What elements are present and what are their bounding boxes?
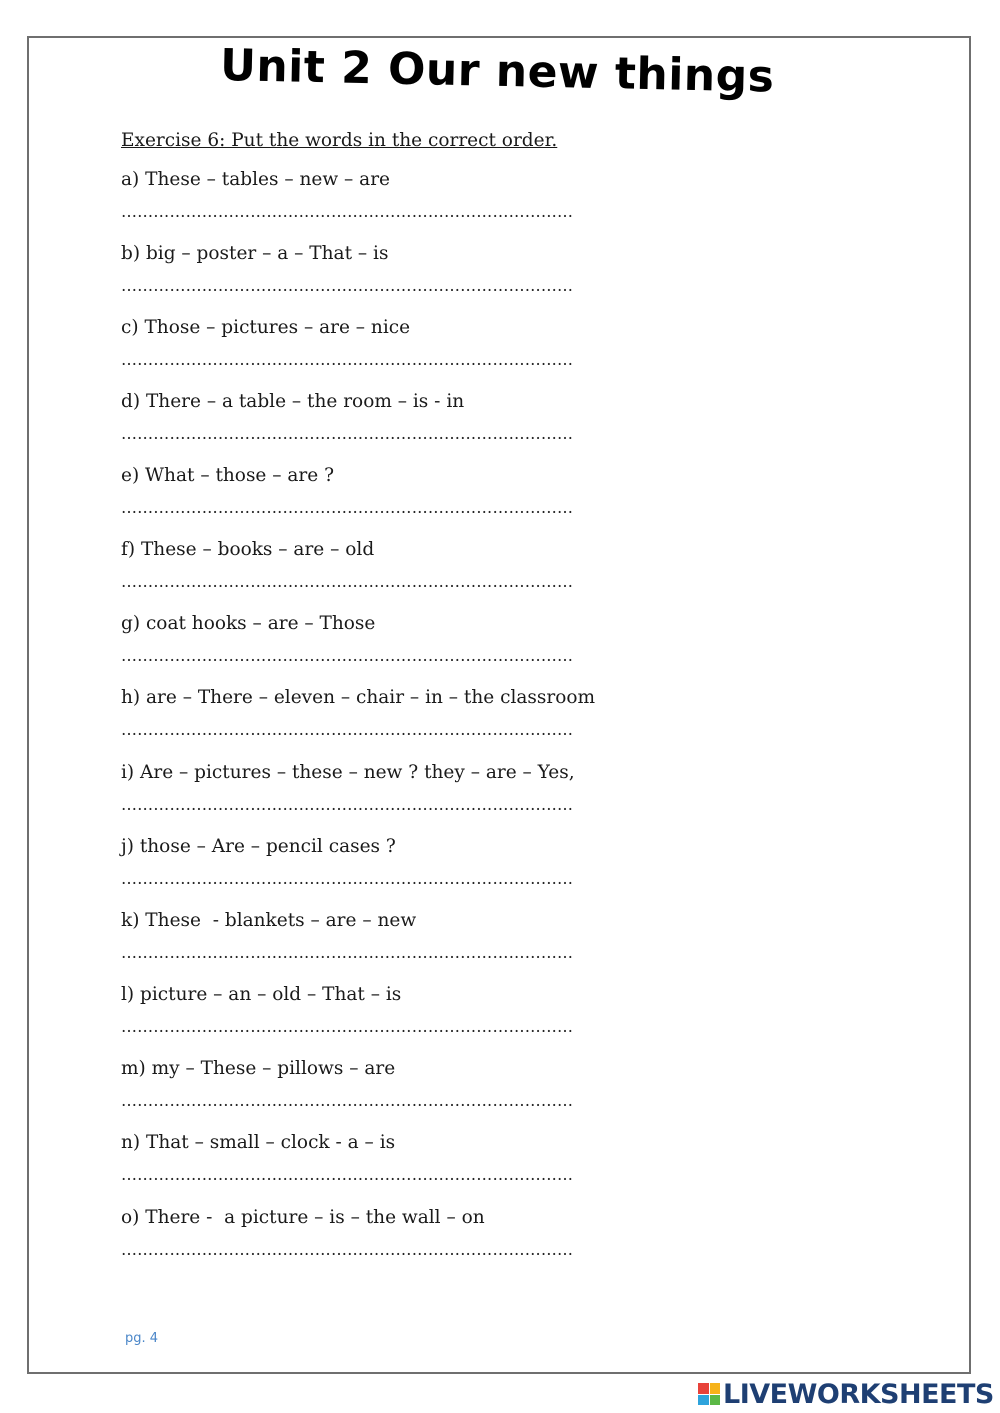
answer-line[interactable]: ………………………………………………………………………… — [121, 1092, 574, 1110]
exercise-item — [121, 1205, 661, 1259]
exercise-item — [121, 611, 661, 665]
item-prompt: i) Are – pictures – these – new ? they – are – Yes, — [121, 762, 575, 783]
exercise-item — [121, 982, 661, 1036]
answer-line[interactable]: ………………………………………………………………………… — [121, 203, 574, 221]
exercise-item — [121, 315, 661, 369]
item-prompt: c) Those – pictures – are – nice — [121, 317, 411, 338]
exercise-item — [121, 760, 661, 814]
exercise-item — [121, 463, 661, 517]
item-prompt: m) my – These – pillows – are — [121, 1058, 396, 1079]
item-prompt: e) What – those – are ? — [121, 465, 335, 486]
item-prompt: o) There - a picture – is – the wall – on — [121, 1207, 485, 1228]
exercise-item — [121, 685, 661, 739]
page-number: pg. 4 — [125, 1331, 159, 1346]
answer-line[interactable]: ………………………………………………………………………… — [121, 647, 574, 665]
answer-line[interactable]: ………………………………………………………………………… — [121, 573, 574, 591]
exercise-item — [121, 834, 661, 888]
item-prompt: j) those – Are – pencil cases ? — [121, 836, 396, 857]
exercise-item — [121, 1056, 661, 1110]
answer-line[interactable]: ………………………………………………………………………… — [121, 425, 574, 443]
item-prompt: n) That – small – clock - a – is — [121, 1132, 396, 1153]
answer-line[interactable]: ………………………………………………………………………… — [121, 499, 574, 517]
exercise-item — [121, 1130, 661, 1184]
item-prompt: b) big – poster – a – That – is — [121, 243, 389, 264]
answer-line[interactable]: ………………………………………………………………………… — [121, 796, 574, 814]
exercise-item — [121, 537, 661, 591]
exercise-item — [121, 908, 661, 962]
answer-line[interactable]: ………………………………………………………………………… — [121, 870, 574, 888]
answer-line[interactable]: ………………………………………………………………………… — [121, 351, 574, 369]
item-prompt: f) These – books – are – old — [121, 539, 375, 560]
liveworksheets-logo-icon — [698, 1383, 720, 1405]
item-prompt: l) picture – an – old – That – is — [121, 984, 402, 1005]
item-prompt: h) are – There – eleven – chair – in – the classroom — [121, 687, 596, 708]
answer-line[interactable]: ………………………………………………………………………… — [121, 1241, 574, 1259]
item-prompt: k) These - blankets – are – new — [121, 910, 417, 931]
liveworksheets-brand[interactable] — [698, 1379, 994, 1409]
exercise-item — [121, 389, 661, 443]
item-prompt: a) These – tables – new – are — [121, 169, 390, 190]
answer-line[interactable]: ………………………………………………………………………… — [121, 1166, 574, 1184]
answer-line[interactable]: ………………………………………………………………………… — [121, 944, 574, 962]
item-prompt: d) There – a table – the room – is - in — [121, 391, 465, 412]
page-title: Unit 2 Our new things — [219, 40, 775, 103]
answer-line[interactable]: ………………………………………………………………………… — [121, 277, 574, 295]
answer-line[interactable]: ………………………………………………………………………… — [121, 1018, 574, 1036]
exercise-item — [121, 167, 661, 221]
item-prompt: g) coat hooks – are – Those — [121, 613, 376, 634]
exercise-item — [121, 241, 661, 295]
exercise-instruction: Exercise 6: Put the words in the correct order. — [121, 130, 558, 151]
brand-wordmark: LIVEWORKSHEETS — [723, 1378, 994, 1410]
answer-line[interactable]: ………………………………………………………………………… — [121, 721, 574, 739]
